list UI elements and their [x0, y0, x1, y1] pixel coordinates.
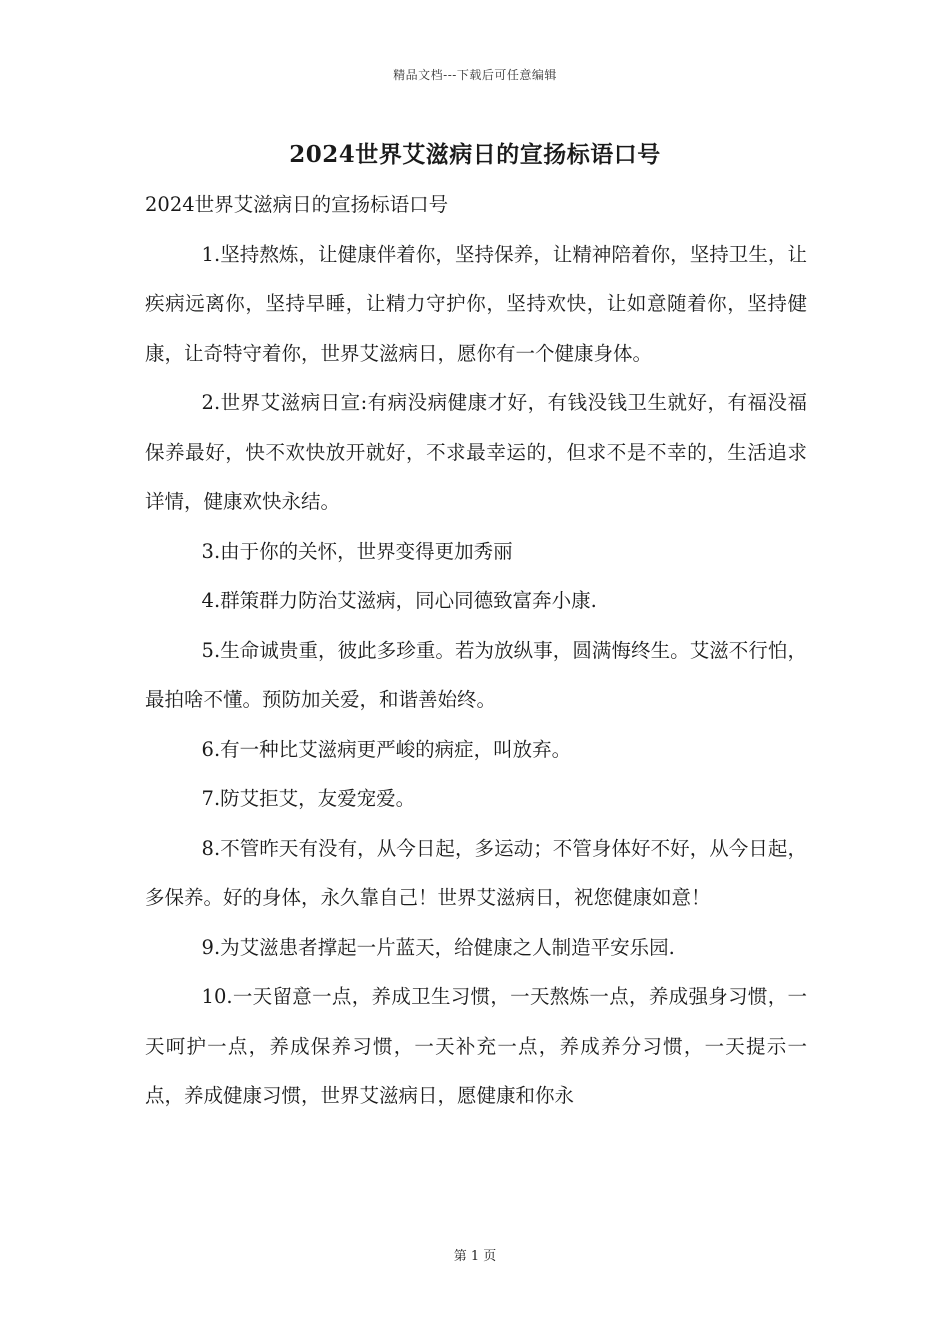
- paragraph-5: 5.生命诚贵重，彼此多珍重。若为放纵事，圆满悔终生。艾滋不行怕，最拍啥不懂。预防加关爱，和谐善始终。: [145, 638, 807, 711]
- paragraph-9: 9.为艾滋患者撑起一片蓝天，给健康之人制造平安乐园.: [201, 935, 675, 959]
- document-body: [145, 180, 807, 1121]
- paragraph-3: 3.由于你的关怀，世界变得更加秀丽: [201, 539, 513, 563]
- paragraph-6: 6.有一种比艾滋病更严峻的病症，叫放弃。: [201, 737, 572, 761]
- document-subtitle: 2024世界艾滋病日的宣扬标语口号: [145, 193, 449, 216]
- page-header: 精品文档---下载后可任意编辑: [393, 68, 557, 82]
- paragraph-10: 10.一天留意一点，养成卫生习惯，一天熬炼一点，养成强身习惯，一天呵护一点，养成保养习惯，一天补充一点，养成养分习惯，一天提示一点，养成健康习惯，世界艾滋病日，愿健康和你永: [145, 985, 807, 1107]
- paragraph-1: 1.坚持熬炼，让健康伴着你，坚持保养，让精神陪着你，坚持卫生，让疾病远离你，坚持早睡，让精力守护你，坚持欢快，让如意随着你，坚持健康，让奇特守着你，世界艾滋病日，愿你有一个健康身体。: [145, 242, 807, 365]
- paragraph-2: 2.世界艾滋病日宣:有病没病健康才好，有钱没钱卫生就好，有福没福保养最好，快不欢快放开就好，不求最幸运的，但求不是不幸的，生活追求详情，健康欢快永结。: [145, 391, 807, 513]
- document-title: 2024世界艾滋病日的宣扬标语口号: [289, 141, 661, 168]
- page-number: 第 1 页: [453, 1249, 497, 1264]
- paragraph-8: 8.不管昨天有没有，从今日起，多运动；不管身体好不好，从今日起，多保养。好的身体，永久靠自己！世界艾滋病日，祝您健康如意！: [145, 836, 807, 909]
- paragraph-4: 4.群策群力防治艾滋病，同心同德致富奔小康.: [201, 589, 597, 612]
- paragraph-7: 7.防艾拒艾，友爱宠爱。: [201, 787, 416, 810]
